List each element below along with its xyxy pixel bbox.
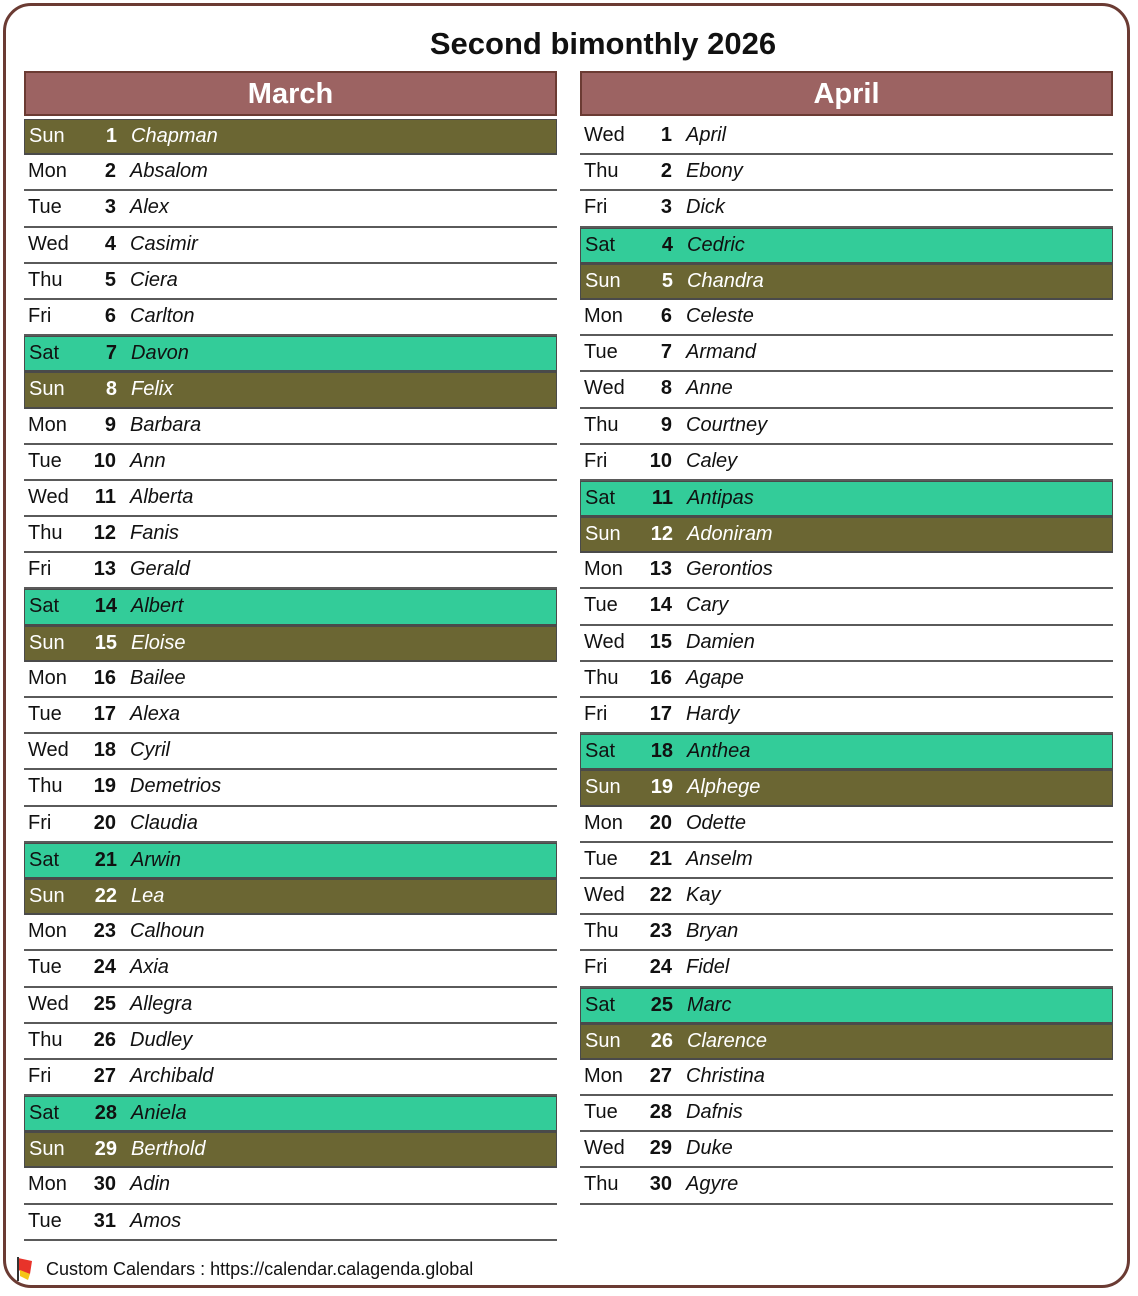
day-of-week: Thu [28, 1028, 63, 1051]
day-row [24, 1132, 557, 1168]
day-number: 12 [93, 522, 116, 545]
day-of-week: Sun [29, 378, 65, 401]
day-of-week: Sat [29, 1102, 60, 1125]
day-row [24, 119, 557, 155]
day-row [580, 1168, 1113, 1204]
day-of-week: Mon [584, 811, 623, 834]
day-number: 14 [649, 594, 672, 617]
day-name: Dudley [130, 1028, 193, 1051]
day-name: Adoniram [687, 523, 773, 546]
day-name: Chapman [131, 125, 218, 147]
day-number: 29 [649, 1137, 672, 1160]
day-number: 3 [660, 196, 672, 219]
day-name: Absalom [130, 160, 208, 183]
day-of-week: Wed [28, 232, 69, 255]
day-row [24, 336, 557, 372]
day-name: Archibald [130, 1064, 214, 1087]
day-number: 21 [649, 847, 672, 870]
day-number: 28 [94, 1102, 117, 1125]
day-of-week: Sat [585, 486, 616, 509]
day-number: 21 [94, 848, 117, 871]
day-name: Alexa [130, 703, 181, 725]
day-name: Dick [686, 196, 725, 219]
day-name: Amos [130, 1209, 182, 1232]
day-of-week: Tue [584, 1101, 618, 1124]
day-name: Armand [686, 341, 757, 364]
day-number: 9 [104, 413, 116, 436]
month-column-march [24, 71, 557, 1241]
day-row [24, 553, 557, 589]
day-number: 29 [94, 1138, 117, 1161]
day-number: 23 [93, 920, 116, 943]
day-name: Allegra [130, 992, 193, 1015]
day-row [580, 264, 1113, 300]
day-row [24, 951, 557, 987]
day-of-week: Mon [28, 1173, 67, 1196]
day-of-week: Tue [28, 956, 62, 979]
day-row [24, 228, 557, 264]
day-of-week: Sat [585, 233, 616, 256]
day-name: Damien [686, 630, 755, 653]
day-row [24, 807, 557, 843]
day-number: 20 [649, 811, 672, 834]
day-row [580, 879, 1113, 915]
day-of-week: Sat [585, 740, 616, 763]
day-of-week: Wed [28, 485, 69, 508]
day-number: 14 [94, 595, 117, 618]
day-row [580, 481, 1113, 517]
day-of-week: Wed [584, 124, 625, 146]
day-of-week: Fri [584, 196, 608, 219]
day-name: Calhoun [130, 920, 205, 943]
day-name: Axia [130, 956, 169, 979]
day-number: 4 [104, 232, 116, 255]
day-number: 15 [649, 630, 672, 653]
day-of-week: Thu [28, 268, 63, 291]
day-row [580, 300, 1113, 336]
day-name: Aniela [131, 1102, 187, 1125]
day-of-week: Sun [585, 1029, 621, 1052]
day-number: 9 [660, 413, 672, 436]
day-row [580, 553, 1113, 589]
day-name: Lea [131, 884, 165, 907]
day-row [580, 843, 1113, 879]
day-row [580, 951, 1113, 987]
day-of-week: Mon [28, 413, 67, 436]
day-number: 17 [93, 703, 116, 725]
day-number: 17 [649, 703, 672, 725]
day-name: Chandra [687, 269, 764, 292]
day-row [24, 481, 557, 517]
day-of-week: Tue [28, 449, 62, 472]
day-number: 12 [650, 523, 673, 546]
day-name: Bailee [130, 666, 186, 689]
day-row [24, 770, 557, 806]
day-name: Caley [686, 449, 738, 472]
day-name: Felix [131, 378, 174, 401]
day-name: Alex [130, 196, 169, 219]
day-name: Alberta [130, 485, 194, 508]
day-row [24, 372, 557, 408]
day-name: Hardy [686, 703, 740, 725]
day-of-week: Sat [29, 848, 60, 871]
day-of-week: Sun [29, 125, 65, 147]
day-of-week: Wed [584, 630, 625, 653]
day-row [24, 1168, 557, 1204]
day-row [24, 626, 557, 662]
day-name: Gerald [130, 558, 191, 581]
day-number: 19 [650, 776, 673, 799]
day-of-week: Thu [584, 666, 619, 689]
day-row [24, 445, 557, 481]
day-of-week: Mon [28, 160, 67, 183]
day-row [24, 662, 557, 698]
day-number: 18 [650, 740, 673, 763]
day-name: Ebony [686, 160, 743, 183]
day-number: 8 [105, 378, 117, 401]
day-name: Duke [686, 1137, 733, 1160]
day-of-week: Fri [584, 956, 608, 979]
day-name: Ann [130, 449, 166, 472]
day-number: 24 [649, 956, 672, 979]
day-of-week: Sun [585, 776, 621, 799]
day-name: Ciera [130, 268, 178, 291]
day-row [24, 191, 557, 227]
day-row [24, 698, 557, 734]
day-of-week: Fri [28, 558, 52, 581]
day-name: Agyre [686, 1173, 739, 1196]
day-name: Cedric [687, 233, 745, 256]
day-name: Anthea [687, 740, 751, 763]
day-number: 31 [93, 1209, 116, 1232]
day-of-week: Thu [584, 920, 619, 943]
day-row [580, 698, 1113, 734]
day-of-week: Sun [29, 884, 65, 907]
calendar-logo-icon [16, 1256, 38, 1282]
day-row [24, 879, 557, 915]
day-of-week: Thu [584, 1173, 619, 1196]
page-title: Second bimonthly 2026 [429, 26, 777, 61]
day-of-week: Wed [584, 377, 625, 400]
day-row [580, 517, 1113, 553]
day-of-week: Tue [584, 341, 618, 364]
day-number: 30 [93, 1173, 116, 1196]
day-of-week: Fri [28, 304, 52, 327]
day-number: 10 [93, 449, 116, 472]
day-number: 27 [93, 1064, 116, 1087]
day-of-week: Tue [584, 594, 618, 617]
day-row [24, 517, 557, 553]
day-of-week: Sat [29, 342, 60, 365]
day-number: 5 [661, 269, 673, 292]
day-name: Clarence [687, 1029, 768, 1052]
day-number: 6 [104, 304, 116, 327]
day-name: Anselm [686, 847, 753, 870]
day-row [24, 843, 557, 879]
day-of-week: Tue [28, 1209, 62, 1232]
day-of-week: Thu [28, 522, 63, 545]
day-number: 1 [105, 125, 117, 147]
day-of-week: Fri [28, 1064, 52, 1087]
day-name: Casimir [130, 232, 198, 255]
day-number: 13 [649, 558, 672, 581]
day-row [580, 734, 1113, 770]
day-row [580, 1132, 1113, 1168]
day-number: 23 [649, 920, 672, 943]
day-number: 1 [660, 124, 672, 146]
day-row [24, 409, 557, 445]
day-number: 25 [93, 992, 116, 1015]
day-row [24, 589, 557, 625]
day-name: Antipas [687, 486, 754, 509]
day-row [24, 1096, 557, 1132]
footer-text[interactable]: Custom Calendars : https://calendar.calagenda.global [46, 1259, 474, 1279]
day-of-week: Mon [28, 666, 67, 689]
day-name: Alphege [687, 776, 761, 799]
day-number: 30 [649, 1173, 672, 1196]
day-row [580, 336, 1113, 372]
day-row [580, 1096, 1113, 1132]
day-of-week: Mon [28, 920, 67, 943]
month-header: March [24, 71, 557, 116]
day-row [24, 915, 557, 951]
day-row [24, 1060, 557, 1096]
day-of-week: Sun [585, 269, 621, 292]
day-number: 11 [94, 485, 116, 508]
day-name: Davon [131, 342, 189, 365]
day-row [24, 1024, 557, 1060]
day-row [580, 1024, 1113, 1060]
day-name: Kay [686, 883, 721, 906]
day-name: Eloise [131, 631, 186, 654]
day-name: Marc [687, 993, 732, 1016]
month-header: April [580, 71, 1113, 116]
day-number: 22 [649, 883, 672, 906]
day-number: 22 [94, 884, 117, 907]
day-number: 2 [660, 160, 672, 183]
day-row [580, 119, 1113, 155]
day-of-week: Mon [584, 1064, 623, 1087]
day-number: 26 [93, 1028, 116, 1051]
day-row [24, 988, 557, 1024]
day-number: 25 [650, 993, 673, 1016]
day-name: Christina [686, 1064, 765, 1087]
day-number: 20 [93, 811, 116, 834]
day-of-week: Fri [28, 811, 52, 834]
day-row [580, 409, 1113, 445]
day-of-week: Sun [29, 1138, 65, 1161]
day-number: 13 [93, 558, 116, 581]
day-number: 19 [93, 775, 116, 798]
day-name: Fanis [130, 522, 179, 545]
day-name: Fidel [686, 956, 730, 979]
day-number: 10 [649, 449, 672, 472]
day-name: Bryan [686, 920, 739, 943]
day-of-week: Wed [584, 1137, 625, 1160]
day-of-week: Tue [584, 847, 618, 870]
day-number: 11 [651, 486, 673, 509]
day-name: Agape [686, 666, 744, 689]
day-number: 7 [105, 342, 117, 365]
day-row [580, 807, 1113, 843]
day-name: Carlton [130, 304, 195, 327]
day-name: Cary [686, 594, 729, 617]
day-number: 4 [661, 233, 673, 256]
day-name: Adin [130, 1173, 171, 1196]
day-row [580, 626, 1113, 662]
day-of-week: Tue [28, 196, 62, 219]
day-name: Albert [131, 595, 184, 618]
day-number: 8 [660, 377, 672, 400]
day-of-week: Mon [584, 304, 623, 327]
day-number: 28 [649, 1101, 672, 1124]
day-list [24, 119, 557, 1241]
day-number: 18 [93, 739, 116, 762]
day-row [580, 228, 1113, 264]
day-row [580, 155, 1113, 191]
day-name: Courtney [686, 413, 768, 436]
day-name: April [686, 124, 727, 146]
day-of-week: Sun [29, 631, 65, 654]
day-number: 3 [104, 196, 116, 219]
day-row [24, 264, 557, 300]
day-number: 2 [104, 160, 116, 183]
day-of-week: Thu [28, 775, 63, 798]
day-name: Anne [686, 377, 733, 400]
day-row [580, 191, 1113, 227]
day-list [580, 119, 1113, 1205]
day-number: 27 [649, 1064, 672, 1087]
day-of-week: Sat [29, 595, 60, 618]
day-of-week: Tue [28, 703, 62, 725]
day-name: Odette [686, 811, 747, 834]
footer [16, 1252, 473, 1286]
day-name: Gerontios [686, 558, 773, 581]
day-row [580, 1060, 1113, 1096]
day-number: 7 [660, 341, 672, 364]
day-name: Berthold [131, 1138, 206, 1161]
day-of-week: Fri [584, 449, 608, 472]
day-name: Barbara [130, 413, 202, 436]
day-of-week: Thu [584, 413, 619, 436]
day-row [580, 589, 1113, 625]
day-of-week: Wed [584, 883, 625, 906]
day-of-week: Mon [584, 558, 623, 581]
day-row [580, 445, 1113, 481]
day-name: Dafnis [686, 1101, 743, 1124]
day-of-week: Wed [28, 739, 69, 762]
day-of-week: Sun [585, 523, 621, 546]
day-name: Celeste [686, 304, 754, 327]
month-column-april [580, 71, 1113, 1205]
day-of-week: Fri [584, 703, 608, 725]
day-of-week: Thu [584, 160, 619, 183]
day-row [580, 372, 1113, 408]
day-number: 16 [649, 666, 672, 689]
day-name: Demetrios [130, 775, 222, 798]
day-number: 5 [104, 268, 116, 291]
day-row [580, 915, 1113, 951]
day-row [24, 1205, 557, 1241]
day-number: 6 [660, 304, 672, 327]
day-number: 24 [93, 956, 116, 979]
day-number: 15 [94, 631, 117, 654]
day-name: Arwin [131, 848, 182, 871]
day-name: Cyril [130, 739, 170, 762]
day-row [580, 770, 1113, 806]
day-row [24, 300, 557, 336]
day-row [24, 155, 557, 191]
day-row [24, 734, 557, 770]
day-name: Claudia [130, 811, 198, 834]
day-row [580, 988, 1113, 1024]
day-of-week: Wed [28, 992, 69, 1015]
day-row [580, 662, 1113, 698]
day-number: 16 [93, 666, 116, 689]
day-of-week: Sat [585, 993, 616, 1016]
day-number: 26 [650, 1029, 673, 1052]
